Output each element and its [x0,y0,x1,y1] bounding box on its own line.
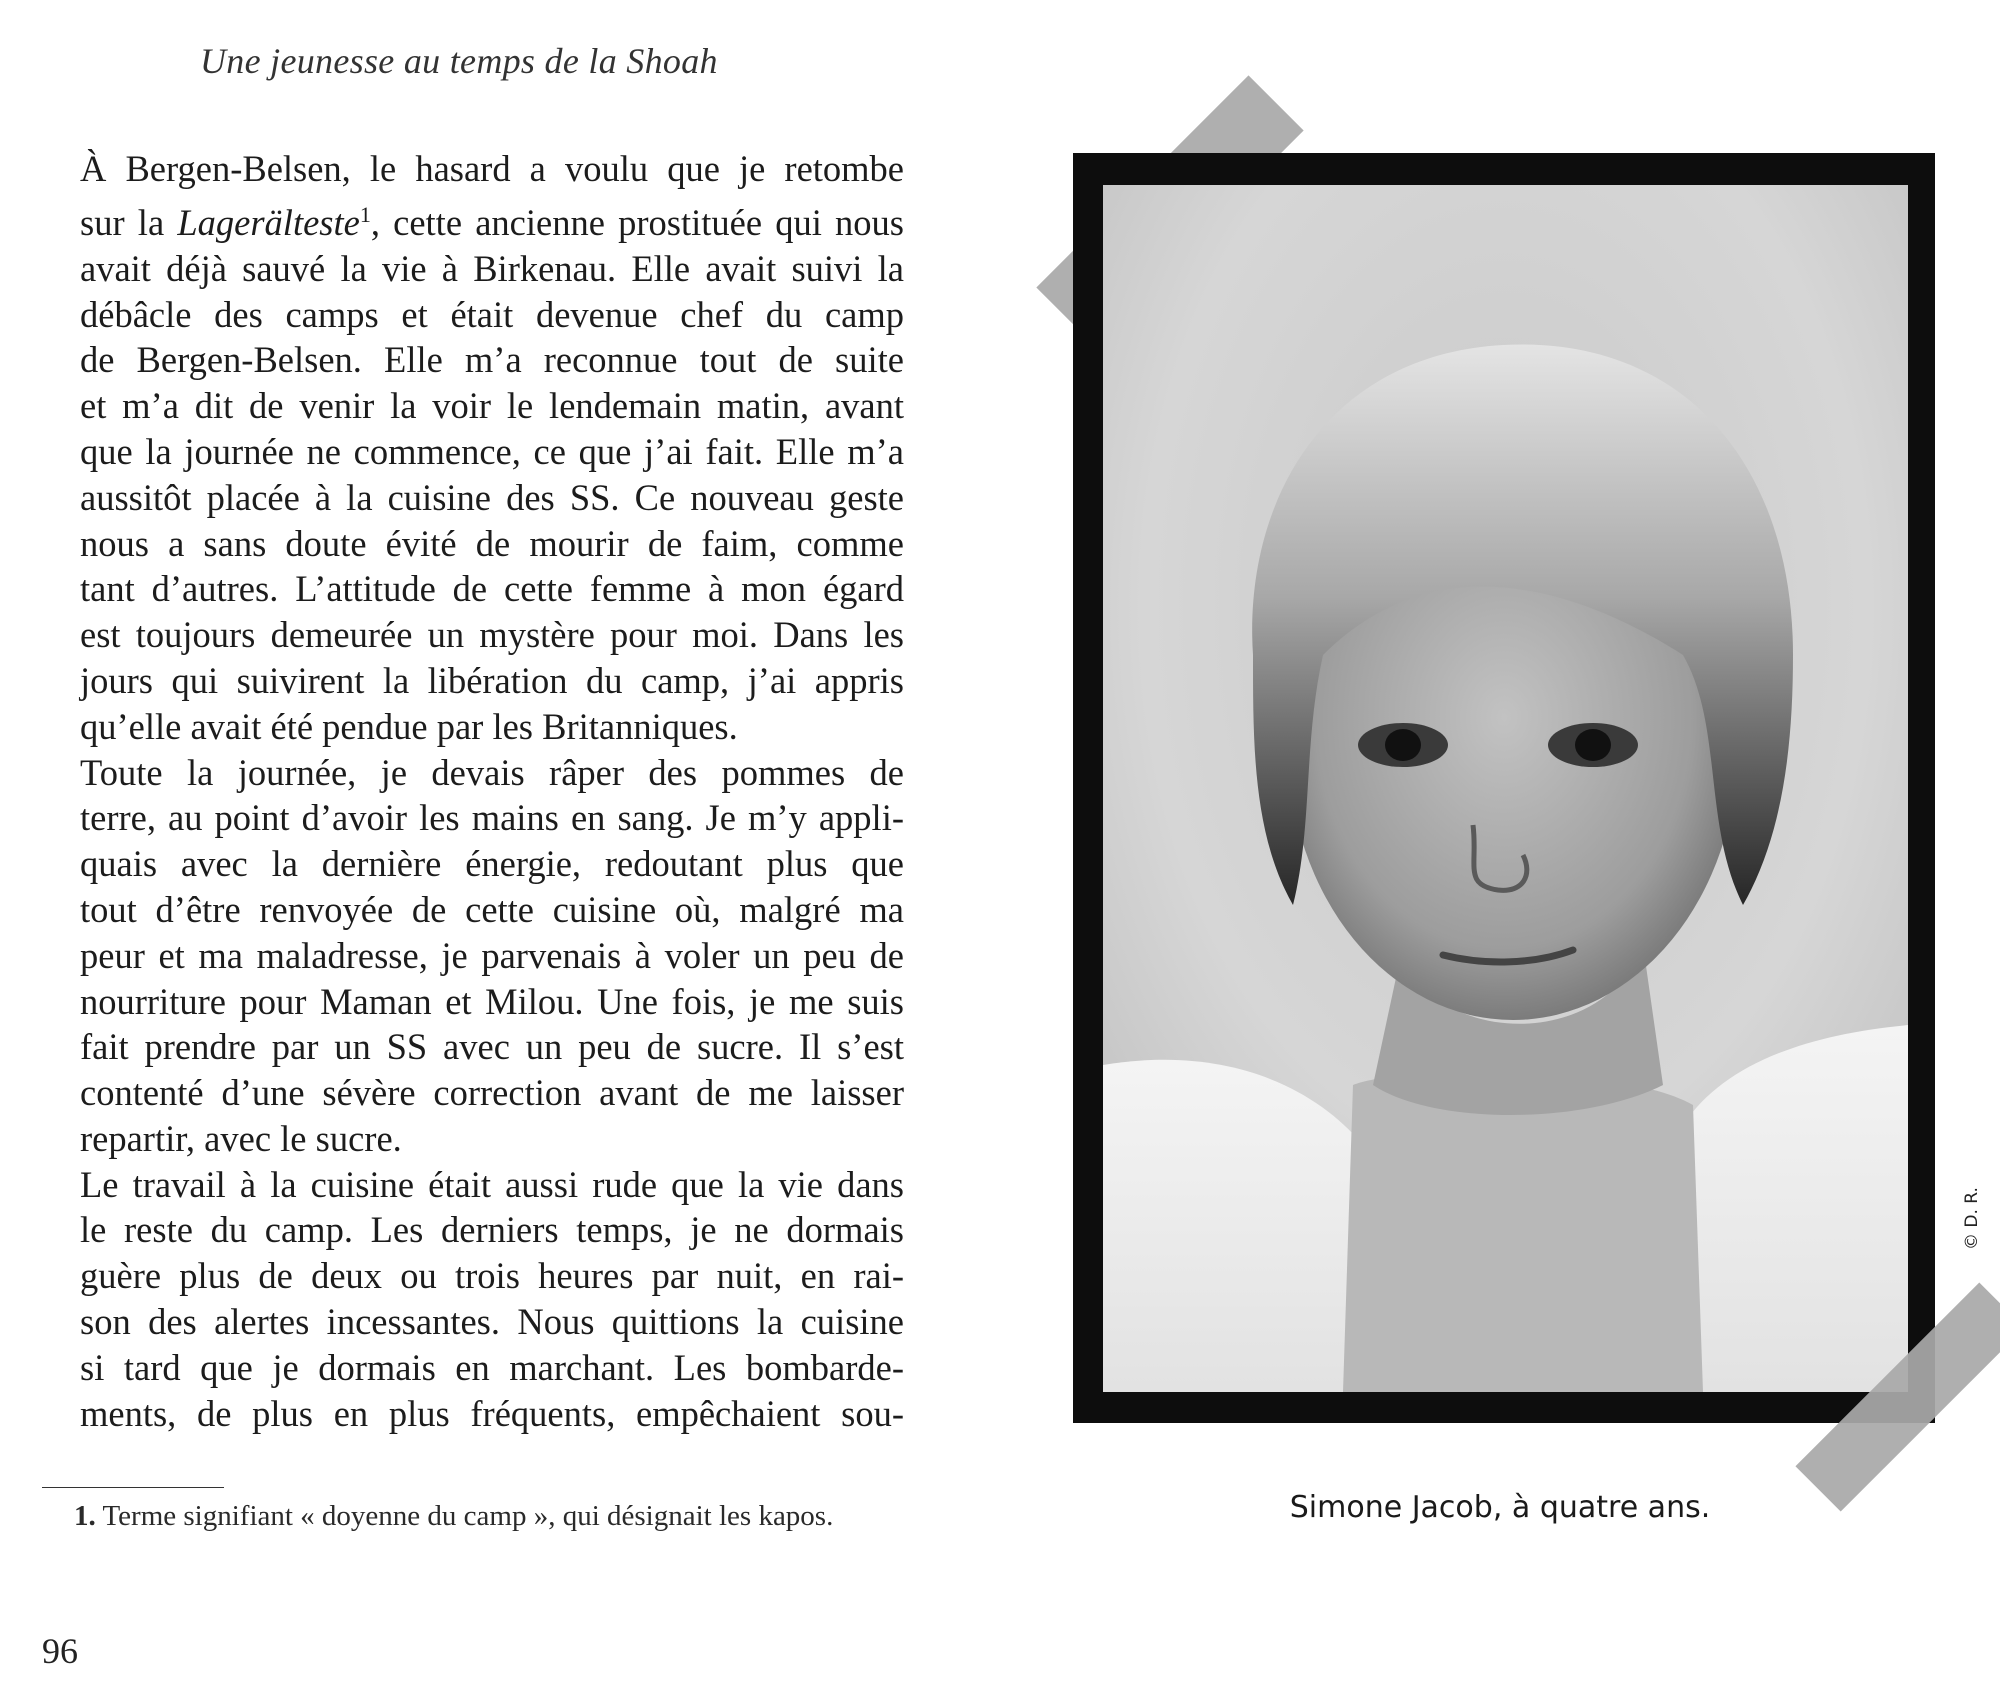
left-pupil [1385,729,1421,761]
text-line: peur et ma maladresse, je parvenais à voler un peu de [80,934,904,976]
footnote-text: Terme signifiant « doyenne du camp », qui désignait les kapos. [102,1500,834,1532]
italic-term: Lagerälteste [177,201,360,243]
text-line-with-footnote: sur la Lagerälteste$^1$, cette ancienne prostituée qui nous [80,201,905,243]
paragraph-1 [42,146,904,750]
body-text [42,146,904,1436]
text-line: est toujours demeurée un mystère pour moi. Dans les [80,614,904,656]
text-line: et m’a dit de venir la voir le lendemain matin, avant [80,385,904,427]
text-line: de Bergen-Belsen. Elle m’a reconnue tout de suite [80,339,904,381]
running-head: Une jeunesse au temps de la Shoah [200,41,718,81]
text-line: ments, de plus en plus fréquents, empêchaient sou- [80,1392,904,1434]
text-line: Le travail à la cuisine était aussi rude que la vie dans [80,1163,904,1205]
text-line: guère plus de deux ou trois heures par nuit, en rai- [80,1255,904,1297]
text-line: le reste du camp. Les derniers temps, je ne dormais [80,1209,904,1251]
page-number: 96 [42,1631,78,1671]
text-line: terre, au point d’avoir les mains en sang. Je m’y appli- [80,797,904,839]
text-line: avait déjà sauvé la vie à Birkenau. Elle avait suivi la [80,247,904,289]
right-pupil [1575,729,1611,761]
footnote-marker: 1 [359,201,371,227]
text-line: Toute la journée, je devais râper des pommes de [80,751,904,793]
footnote [42,1497,904,1535]
footnote-number: 1. [74,1500,96,1532]
text-line: nourriture pour Maman et Milou. Une fois, je me suis [80,980,904,1022]
portrait-photo [1103,185,1908,1392]
photo-frame [1073,153,1935,1423]
text-line: que la journée ne commence, ce que j’ai fait. Elle m’a [80,430,904,472]
portrait-illustration [1103,185,1908,1392]
text-line: jours qui suivirent la libération du camp, j’ai appris [80,659,904,701]
chest [1343,1072,1703,1392]
text-line: si tard que je dormais en marchant. Les bombarde- [80,1346,904,1388]
text-line: qu’elle avait été pendue par les Britanniques. [80,705,738,747]
text-line: tant d’autres. L’attitude de cette femme à mon égard [80,568,904,610]
paragraph-3 [42,1162,904,1437]
text-line: son des alertes incessantes. Nous quittions la cuisine [80,1301,904,1343]
text-line: À Bergen-Belsen, le hasard a voulu que je retombe [80,148,904,189]
text-line: débâcle des camps et était devenue chef du camp [80,293,904,335]
text-line: aussitôt placée à la cuisine des SS. Ce nouveau geste [80,476,904,518]
text-line: quais avec la dernière énergie, redoutant plus que [80,843,904,885]
footnote-rule [42,1487,224,1488]
text-line: fait prendre par un SS avec un peu de sucre. Il s’est [80,1026,904,1068]
text-line: nous a sans doute évité de mourir de faim, comme [80,522,904,564]
photo-credit: © D. R. [1962,1187,1982,1250]
paragraph-2 [42,750,904,1162]
text-line: contenté d’une sévère correction avant de me laisser [80,1072,904,1114]
text-line: tout d’être renvoyée de cette cuisine où, malgré ma [80,888,904,930]
text-line: repartir, avec le sucre. [80,1117,402,1159]
photo-caption: Simone Jacob, à quatre ans. [1289,1490,1711,1525]
